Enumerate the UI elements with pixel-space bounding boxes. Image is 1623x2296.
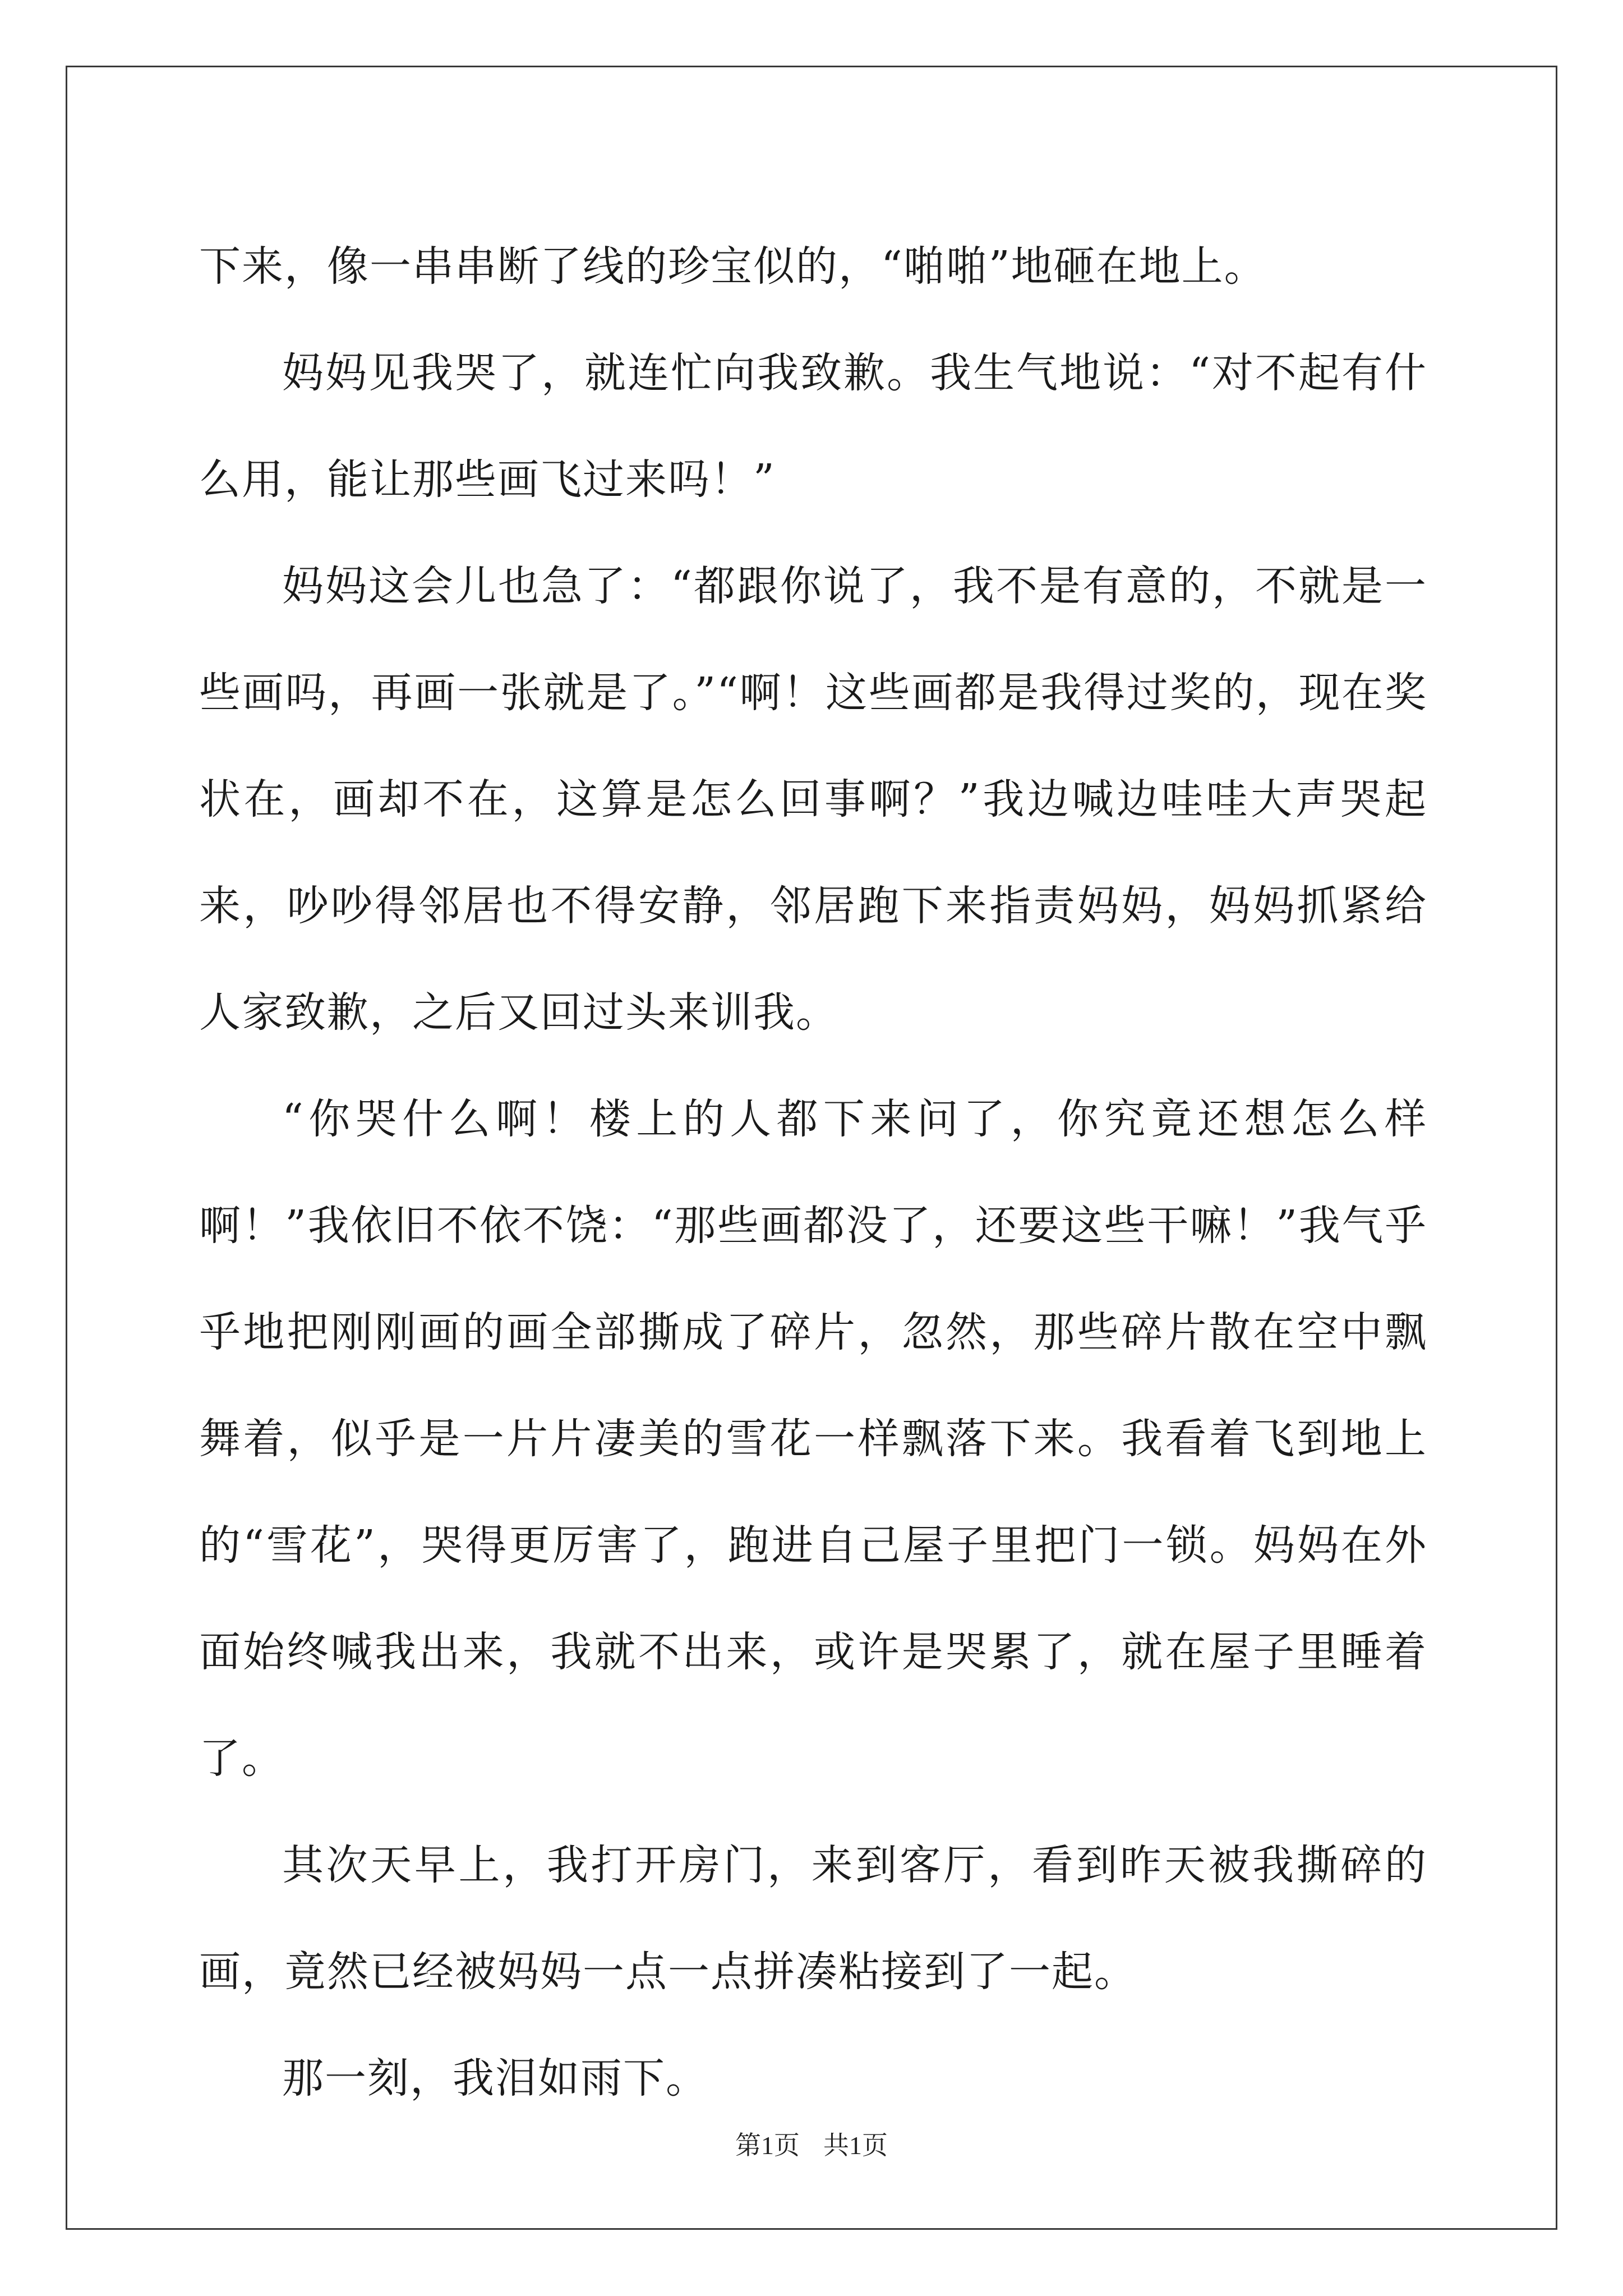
paragraph: 下来，像一串串断了线的珍宝似的，“啪啪”地砸在地上。 (199, 242, 1267, 291)
document-body (199, 213, 1427, 2132)
page-footer (0, 2129, 1623, 2162)
paragraph: “你哭什么啊！楼上的人都下来问了，你究竟还想怎么样啊！”我依旧不依不饶：“那些画都没了，还要这些干嘛！”我气乎乎地把刚刚画的画全部撕成了碎片，忽然，那些碎片散在空中飘舞着，似乎是一片片凄美的雪花一样飘落下来。我看着飞到地上的“雪花”，哭得更厉害了，跑进自己屋子里把门一锁。妈妈在外面始终喊我出来，我就不出来，或许是哭累了，就在屋子里睡着了。 (199, 1095, 1427, 1783)
page-total: 共1页 (823, 2131, 888, 2160)
paragraph: 其次天早上，我打开房门，来到客厅，看到昨天被我撕碎的画，竟然已经被妈妈一点一点拼凑粘接到了一起。 (199, 1841, 1427, 1996)
paragraph: 那一刻，我泪如雨下。 (282, 2054, 708, 2102)
paragraph: 妈妈这会儿也急了：“都跟你说了，我不是有意的，不就是一些画吗，再画一张就是了。”“啊！这些画都是我得过奖的，现在奖状在，画却不在，这算是怎么回事啊？”我边喊边哇哇大声哭起来，吵吵得邻居也不得安静，邻居跑下来指责妈妈，妈妈抓紧给人家致歉，之后又回过头来训我。 (199, 562, 1427, 1037)
page-number: 第1页 (735, 2131, 800, 2160)
paragraph: 妈妈见我哭了，就连忙向我致歉。我生气地说：“对不起有什么用，能让那些画飞过来吗！” (199, 349, 1427, 504)
